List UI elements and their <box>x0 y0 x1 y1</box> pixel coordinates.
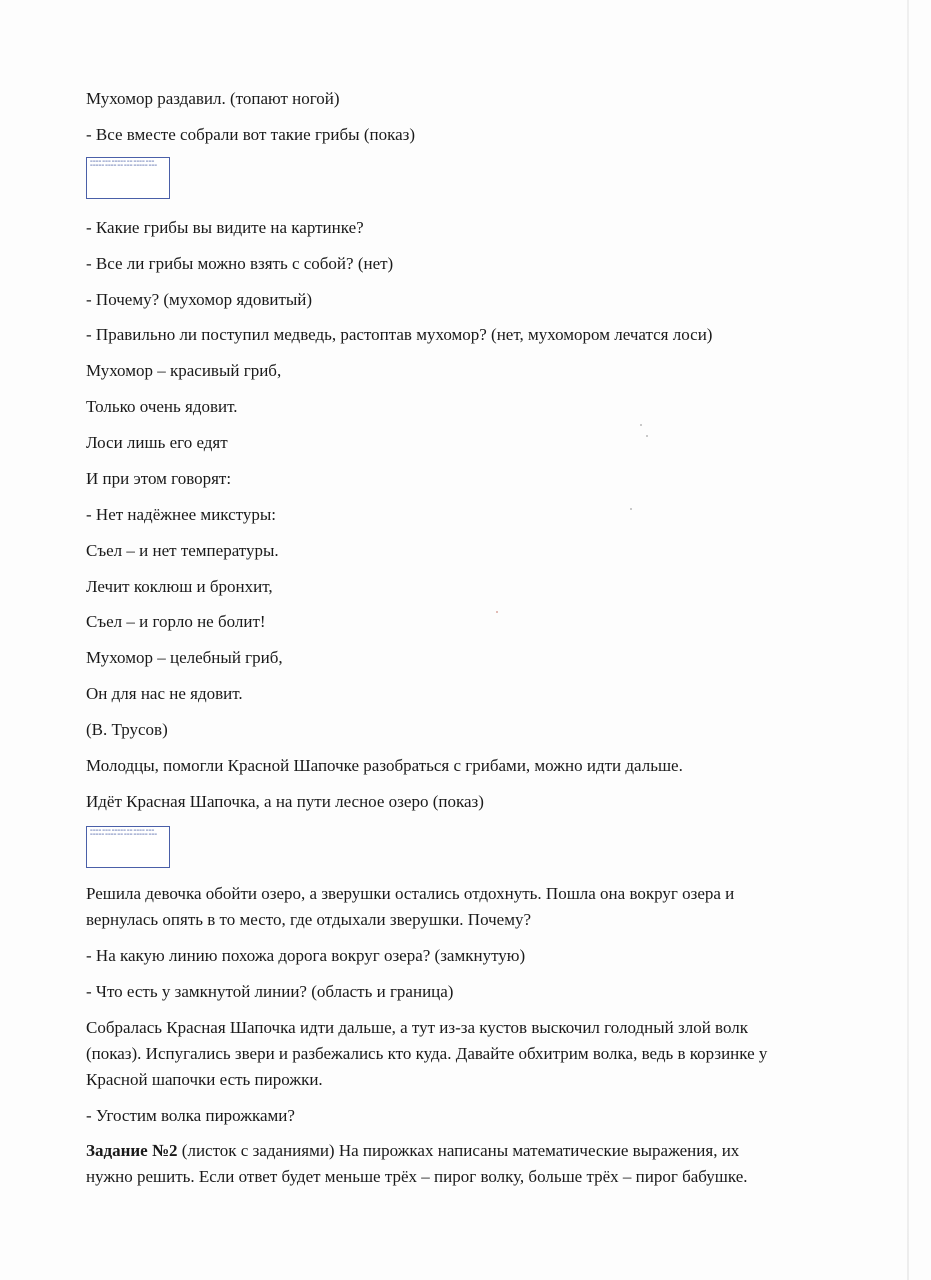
task-line <box>86 1138 816 1164</box>
text-line: (показ). Испугались звери и разбежались кто куда. Давайте обхитрим волка, ведь в корзинке у <box>86 1044 768 1063</box>
poem-line: Он для нас не ядовит. <box>86 684 243 703</box>
text-line: - Какие грибы вы видите на картинке? <box>86 218 364 237</box>
poem-line: Мухомор – красивый гриб, <box>86 361 282 380</box>
task-label: Задание №2 <box>86 1141 178 1160</box>
text-line: Красной шапочки есть пирожки. <box>86 1070 323 1089</box>
scan-speck <box>496 611 498 613</box>
text-line: Идёт Красная Шапочка, а на пути лесное озеро (показ) <box>86 792 484 811</box>
scan-edge <box>907 0 909 1280</box>
text-line: - Все вместе собрали вот такие грибы (показ) <box>86 125 416 144</box>
text-line: - Правильно ли поступил медведь, растоптав мухомор? (нет, мухомором лечатся лоси) <box>86 325 713 344</box>
lake-image-placeholder <box>86 826 170 868</box>
text-line: Мухомор раздавил. (топают ногой) <box>86 89 340 108</box>
scan-speck <box>646 435 648 437</box>
poem-line: Съел – и горло не болит! <box>86 612 266 631</box>
image-placeholder-text: ▬▬▬▬ ▬▬▬ ▬▬▬▬▬ ▬▬ ▬▬▬▬ ▬▬▬ ▬▬▬▬▬ ▬▬▬▬ ▬▬ ▬▬▬ ▬▬▬▬▬ ▬▬▬ <box>90 159 158 167</box>
text-line: - Что есть у замкнутой линии? (область и граница) <box>86 982 454 1001</box>
text-line: - На какую линию похожа дорога вокруг озера? (замкнутую) <box>86 946 526 965</box>
poem-line: Лечит коклюш и бронхит, <box>86 577 273 596</box>
text-line: - Угостим волка пирожками? <box>86 1106 295 1125</box>
poem-line: Мухомор – целебный гриб, <box>86 648 283 667</box>
task-text: (листок с заданиями) На пирожках написаны математические выражения, их <box>177 1141 740 1160</box>
poem-line: Только очень ядовит. <box>86 397 238 416</box>
text-line: Собралась Красная Шапочка идти дальше, а тут из-за кустов выскочил голодный злой волк <box>86 1018 748 1037</box>
lake-paragraph <box>86 881 816 933</box>
text-line: Молодцы, помогли Красной Шапочке разобраться с грибами, можно идти дальше. <box>86 756 683 775</box>
poem-line: Лоси лишь его едят <box>86 433 228 452</box>
text-line: - Почему? (мухомор ядовитый) <box>86 290 313 309</box>
poem-line: - Нет надёжнее микстуры: <box>86 505 277 524</box>
text-line: Решила девочка обойти озеро, а зверушки остались отдохнуть. Пошла она вокруг озера и <box>86 884 735 903</box>
scan-speck <box>630 508 632 510</box>
poem-line: И при этом говорят: <box>86 469 232 488</box>
scan-speck <box>640 424 642 426</box>
text-line: - Все ли грибы можно взять с собой? (нет) <box>86 254 394 273</box>
task-line: нужно решить. Если ответ будет меньше трёх – пирог волку, больше трёх – пирог бабушке. <box>86 1167 748 1186</box>
image-placeholder-text: ▬▬▬▬ ▬▬▬ ▬▬▬▬▬ ▬▬ ▬▬▬▬ ▬▬▬ ▬▬▬▬▬ ▬▬▬▬ ▬▬ ▬▬▬ ▬▬▬▬▬ ▬▬▬ <box>90 828 158 836</box>
mushrooms-image-placeholder <box>86 157 170 199</box>
poem-line: Съел – и нет температуры. <box>86 541 279 560</box>
poem-author: (В. Трусов) <box>86 720 168 739</box>
text-line: вернулась опять в то место, где отдыхали зверушки. Почему? <box>86 910 532 929</box>
wolf-paragraph <box>86 1015 816 1093</box>
task-paragraph <box>86 1138 816 1190</box>
